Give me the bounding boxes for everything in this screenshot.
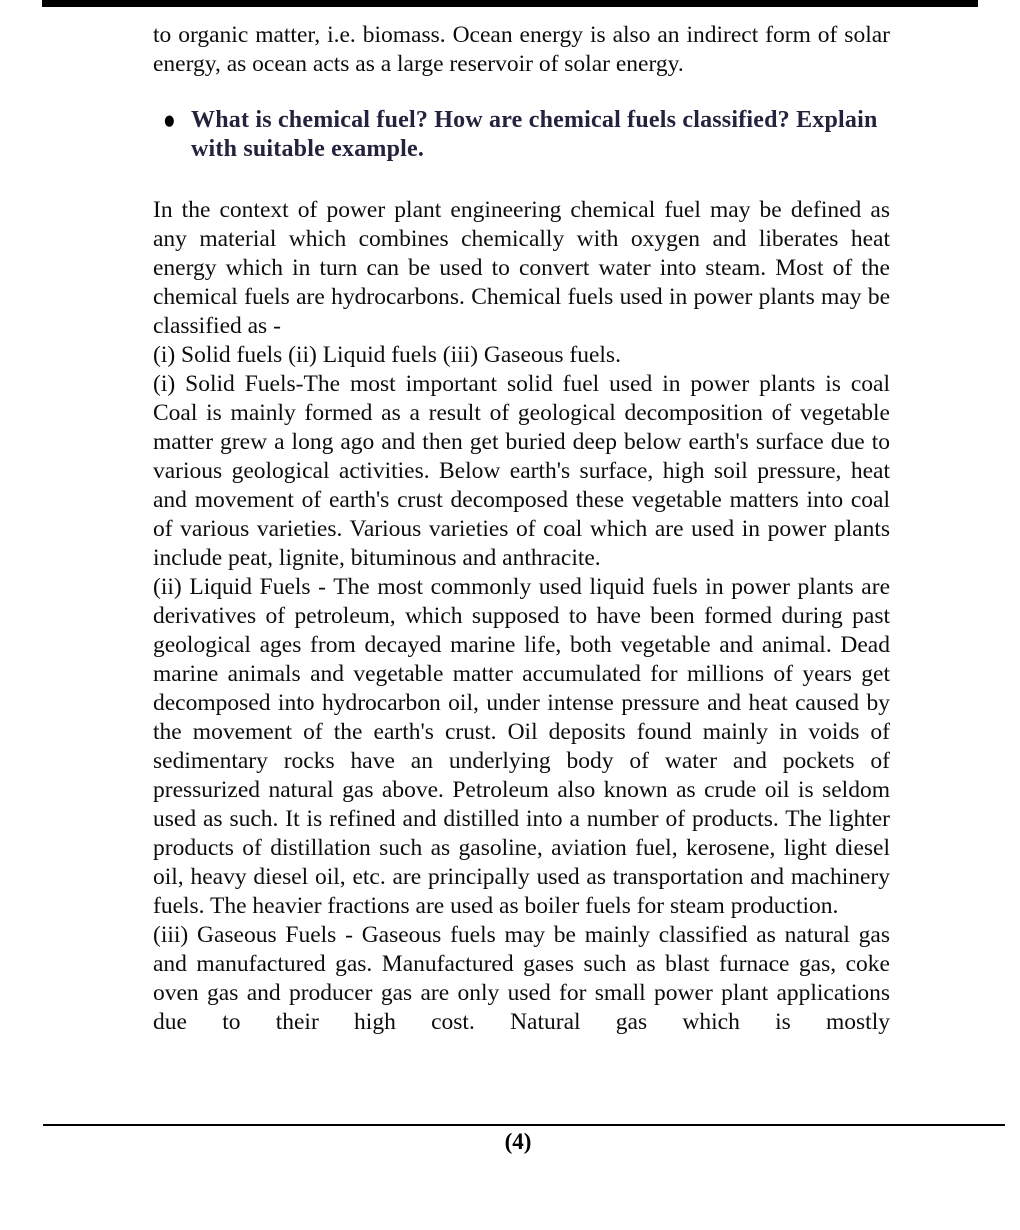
intro-paragraph: to organic matter, i.e. biomass. Ocean energy is also an indirect form of solar energy, as ocean acts as a large reservoir of solar energy. bbox=[153, 22, 890, 77]
question-item bbox=[153, 106, 890, 163]
bullet-icon: ● bbox=[163, 104, 176, 135]
body-paragraph: In the context of power plant engineering chemical fuel may be defined as any material which combines chemically with oxygen and liberates heat energy which in turn can be used to convert water into steam. Most of the chemical fuels are hydrocarbons. Chemical fuels used in power plants may be classified as - bbox=[153, 197, 890, 339]
page-number: (4) bbox=[504, 1129, 532, 1154]
text-block bbox=[153, 21, 890, 1037]
body-paragraph: (ii) Liquid Fuels - The most commonly used liquid fuels in power plants are derivatives of petroleum, which supposed to have been formed during past geological ages from decayed marine life, both vegetable and animal. Dead marine animals and vegetable matter accumulated for millions of years get decomposed into hydrocarbon oil, under intense pressure and heat caused by the movement of the earth's crust. Oil deposits found mainly in voids of sedimentary rocks have an underlying body of water and pockets of pressurized natural gas above. Petroleum also known as crude oil is seldom used as such. It is refined and distilled into a number of products. The lighter products of distillation such as gasoline, aviation fuel, kerosene, light diesel oil, heavy diesel oil, etc. are principally used as transportation and machinery fuels. The heavier fractions are used as boiler fuels for steam production. bbox=[153, 574, 890, 919]
body-paragraph: (i) Solid fuels (ii) Liquid fuels (iii) Gaseous fuels. bbox=[153, 342, 621, 368]
body-paragraph: (iii) Gaseous Fuels - Gaseous fuels may be mainly classified as natural gas and manufactured gas. Manufactured gases such as blast furnace gas, coke oven gas and producer gas are only used for small power plant applications due to their high cost. Natural gas which is mostly bbox=[153, 922, 890, 1035]
body-paragraph: (i) Solid Fuels-The most important solid fuel used in power plants is coal Coal is mainly formed as a result of geological decomposition of vegetable matter grew a long ago and then get buried deep below earth's surface due to various geological activities. Below earth's surface, high soil pressure, heat and movement of earth's crust decomposed these vegetable matters into coal of various varieties. Various varieties of coal which are used in power plants include peat, lignite, bituminous and anthracite. bbox=[153, 371, 890, 571]
top-scan-rule bbox=[42, 0, 978, 7]
question-text: What is chemical fuel? How are chemical fuels classified? Explain with suitable example. bbox=[191, 107, 878, 162]
footer-divider bbox=[43, 1124, 1005, 1126]
